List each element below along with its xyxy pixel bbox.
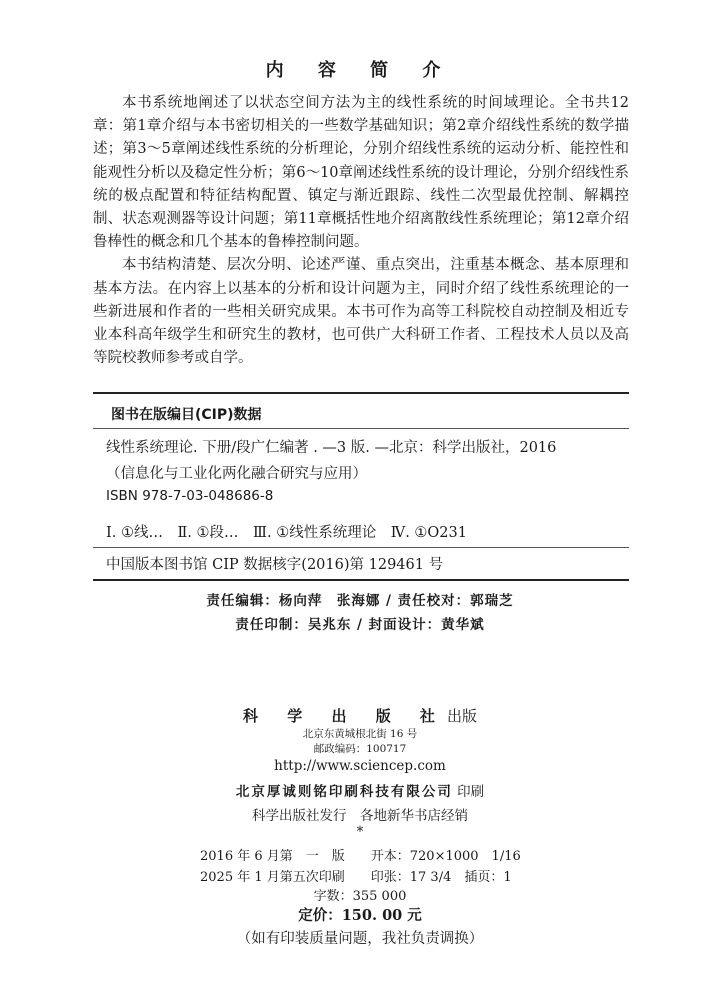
cip-middle-rule [93, 547, 629, 548]
intro-paragraph-2: 本书结构清楚、层次分明、论述严谨、重点突出，注重基本概念、基本原理和基本方法。在内容上以基本的分析和设计问题为主，同时介绍了线性系统理论的一些新进展和作者的一些相关研究成果。本书可作为高等工科院校自动控制及相近专业本科高年级学生和研究生的教材，也可供广大科研工作者、工程技术人员以及高等院校教师参考或自学。 [93, 257, 629, 367]
cip-series-line: （信息化与工业化两化融合研究与应用） [106, 466, 367, 482]
printer-suffix: 印刷 [452, 784, 485, 800]
intro-paragraph-1: 本书系统地阐述了以状态空间方法为主的线性系统的时间域理论。全书共12章：第1章介绍与本书密切相关的一些数学基础知识；第2章介绍线性系统的数学描述；第3～5章阐述线性系统的分析理论，分别介绍线性系统的运动分析、能控性和能观性分析以及稳定性分析；第6～10章阐述线性系统的设计理论，分别介绍线性系统的极点配置和特征结构配置、镇定与渐近跟踪、线性二次型最优控制、解耦控制、状态观测器等设计问题；第11章概括性地介绍离散线性系统理论；第12章介绍鲁棒性的概念和几个基本的鲁棒控制问题。 [93, 95, 629, 251]
cip-classification: Ⅰ. ①线… Ⅱ. ①段… Ⅲ. ①线性系统理论 Ⅳ. ①O231 [106, 525, 467, 541]
cip-bottom-rule [93, 579, 629, 581]
price: 定价：150. 00 元 [298, 907, 422, 924]
separator-star: * [356, 824, 364, 840]
editors-line-1: 责任编辑：杨向萍 张海娜 / 责任校对：郭瑞芝 [206, 593, 514, 609]
cip-title-line: 线性系统理论. 下册/段广仁编著 . —3 版. —北京：科学出版社，2016 [106, 440, 557, 456]
publisher-website: http://www.sciencep.com [274, 758, 446, 774]
publisher-address: 北京东黄城根北街 16 号 [302, 728, 418, 740]
cip-top-rule [93, 392, 629, 394]
publisher-postcode: 邮政编码：100717 [313, 743, 407, 755]
intro-text [93, 92, 629, 370]
cip-record: 中国版本图书馆 CIP 数据核字(2016)第 129461 号 [106, 557, 444, 573]
cip-heading-rule [93, 428, 629, 429]
intro-heading: 内 容 简 介 [265, 60, 455, 81]
publisher-name [0, 705, 720, 726]
publisher-name-suffix: 出版 [446, 707, 477, 725]
cip-isbn: ISBN 978-7-03-048686-8 [106, 488, 274, 504]
quality-note: （如有印装质量问题，我社负责调换） [236, 931, 484, 947]
distribution-line: 科学出版社发行 各地新华书店经销 [252, 808, 468, 824]
printer-line [0, 780, 720, 800]
cip-heading: 图书在版编目(CIP)数据 [111, 407, 262, 423]
editors-line-2: 责任印制：吴兆东 / 封面设计：黄华斌 [235, 617, 485, 633]
printing-row: 2025 年 1 月第五次印刷 印张：17 3/4 插页：1 [200, 870, 512, 885]
edition-row: 2016 年 6 月第 一 版 开本：720×1000 1/16 [200, 849, 521, 864]
publisher-name-text: 科 学 出 版 社 [243, 707, 447, 725]
word-count: 字数：355 000 [313, 889, 407, 904]
printer-name: 北京厚诚则铭印刷科技有限公司 [235, 784, 453, 800]
